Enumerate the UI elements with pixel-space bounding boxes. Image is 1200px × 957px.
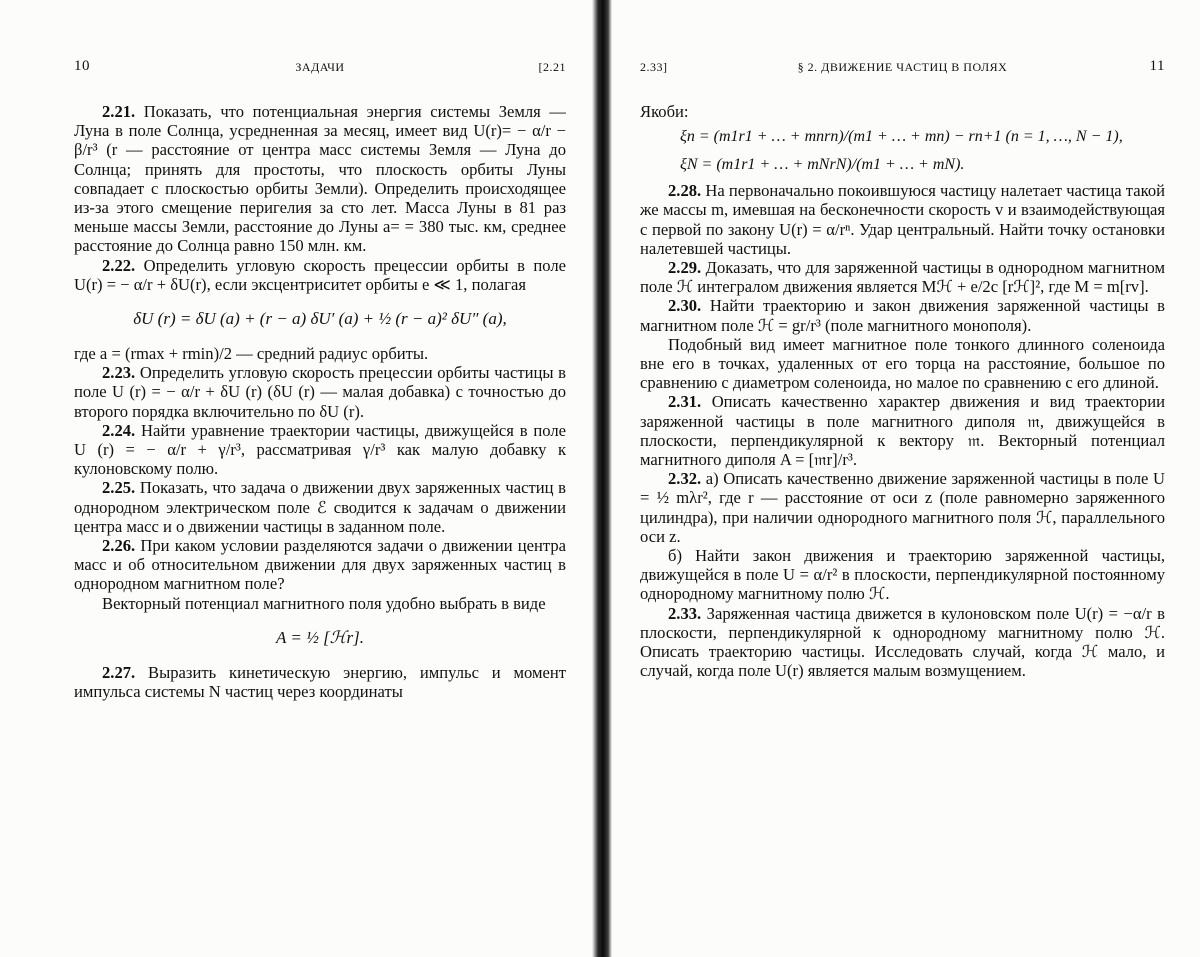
problem-paragraph xyxy=(640,181,1165,258)
right-running-title: § 2. ДВИЖЕНИЕ ЧАСТИЦ В ПОЛЯХ xyxy=(797,60,1008,74)
formula: ξN = (m1r1 + … + mNrN)/(m1 + … + mN). xyxy=(680,156,965,174)
problem-text: На первоначально покоившуюся частицу налетает частица такой же массы m, имевшая на бесконечности скорость v и взаимодействующая с первой по закону U(r) = α/rⁿ. Удар центральный. Найти точку остановки налетевшей частицы. xyxy=(640,181,1165,258)
left-section-ref: [2.21 xyxy=(538,60,566,74)
problem-paragraph xyxy=(640,335,1165,393)
problem-text: Выразить кинетическую энергию, импульс и момент импульса системы N частиц через координаты xyxy=(74,662,566,702)
problem-number: 2.24. xyxy=(102,420,136,440)
problem-paragraph xyxy=(640,296,1165,334)
problem-text: При каком условии разделяются задачи о движении центра масс и об относительном движении для двух заряженных частиц в однородном магнитном поле? xyxy=(74,536,566,594)
problem-number: 2.22. xyxy=(102,255,136,275)
problem-text: Подобный вид имеет магнитное поле тонкого длинного соленоида вне его в точках, удаленных от его торца на расстояние, большое по сравнению с диаметром соленоида, но малое по сравнению с его длиной. xyxy=(640,334,1165,393)
right-running-head xyxy=(640,60,1165,82)
left-page xyxy=(74,0,566,957)
problem-paragraph xyxy=(640,392,1165,469)
problem-number: 2.32. xyxy=(668,469,702,489)
left-running-head xyxy=(74,60,566,82)
problem-paragraph xyxy=(74,102,566,256)
problem-number: 2.27. xyxy=(102,662,136,682)
book-gutter xyxy=(592,0,612,957)
problem-number: 2.31. xyxy=(668,392,702,412)
problem-paragraph xyxy=(74,256,566,294)
problem-text: а) Описать качественно движение заряженной частицы в поле U = ½ mλr², где r — расстояние от оси z (поле равномерно заряженного цилиндра), при наличии однородного магнитного поля ℋ, параллельного оси z. xyxy=(640,469,1165,546)
problem-number: 2.25. xyxy=(102,478,136,498)
problem-number: 2.23. xyxy=(102,363,136,383)
problem-text: Описать качественно характер движения и вид траектории заряженной частицы в поле магнитного диполя 𝔪, движущейся в плоскости, перпендикулярной к вектору 𝔪. Векторный потенциал магнитного диполя A = [𝔪r]/r³. xyxy=(640,392,1165,470)
right-page-number: 11 xyxy=(1149,58,1165,74)
paragraph: где a = (rmax + rmin)/2 — средний радиус орбиты. xyxy=(74,344,429,364)
problem-number: 2.30. xyxy=(668,296,702,316)
problem-number: 2.26. xyxy=(102,536,136,556)
problem-paragraph xyxy=(640,469,1165,546)
problem-text: Показать, что потенциальная энергия системы Земля — Луна в поле Солнца, усредненная за месяц, имеет вид U(r)= − α/r − β/r³ (r — расстояние от центра масс системы Земля — Луна до Солнца; принять для простоты, что плоскость орбиты Луны совпадает с плоскостью орбиты Земли). Определить происходящее из-за этого смещение перигелия за сто лет. Масса Луны в 81 раз меньше массы Земли, расстояние до Луны a= = 380 тыс. км, среднее расстояние до Солнца равно 150 млн. км. xyxy=(74,102,566,256)
problem-paragraph xyxy=(74,421,566,479)
right-page xyxy=(640,0,1165,957)
problem-paragraph xyxy=(640,546,1165,604)
paragraph: Якоби: xyxy=(640,102,689,121)
right-section-ref: 2.33] xyxy=(640,60,668,74)
problem-paragraph xyxy=(640,258,1165,296)
problem-text: Доказать, что для заряженной частицы в однородном магнитном поле ℋ интегралом движения является Mℋ + e/2c [rℋ]², где M = m[rv]. xyxy=(640,258,1165,297)
problem-text: Определить угловую скорость прецессии орбиты в поле U(r) = − α/r + δU(r), если эксцентриситет орбиты e ≪ 1, полагая xyxy=(74,255,566,294)
problem-text: Найти траекторию и закон движения заряженной частицы в магнитном поле ℋ = gr/r³ (поле магнитного монополя). xyxy=(640,296,1165,335)
problem-number: 2.28. xyxy=(668,181,702,201)
problem-text: Векторный потенциал магнитного поля удобно выбрать в виде xyxy=(102,593,546,613)
problem-paragraph xyxy=(74,363,566,421)
problem-number: 2.21. xyxy=(102,102,136,121)
problem-number: 2.29. xyxy=(668,258,702,278)
problem-number: 2.33. xyxy=(668,603,702,623)
problem-paragraph xyxy=(74,663,566,701)
problem-text: Заряженная частица движется в кулоновском поле U(r) = −α/r в плоскости, перпендикулярной к однородному магнитному полю ℋ. Описать траекторию частицы. Исследовать случай, когда ℋ мало, и случай, когда поле U(r) является малым возмущением. xyxy=(640,603,1165,681)
problem-text: Найти уравнение траектории частицы, движущейся в поле U (r) = − α/r + γ/r³, рассматривая γ/r³ как малую добавку к кулоновскому полю. xyxy=(74,420,566,479)
problem-paragraph xyxy=(74,478,566,536)
left-page-number: 10 xyxy=(74,58,90,74)
problem-paragraph xyxy=(74,594,566,613)
formula: δU (r) = δU (a) + (r − a) δU′ (a) + ½ (r − a)² δU″ (a), xyxy=(133,309,507,329)
problem-text: Определить угловую скорость прецессии орбиты частицы в поле U (r) = − α/r + δU (r) (δU (r) — малая добавка) с точностью до второго порядка включительно по δU (r). xyxy=(74,363,566,421)
problem-text: б) Найти закон движения и траекторию заряженной частицы, движущейся в поле U = α/r² в плоскости, перпендикулярной постоянному однородному магнитному полю ℋ. xyxy=(640,546,1165,604)
formula: ξn = (m1r1 + … + mnrn)/(m1 + … + mn) − rn+1 (n = 1, …, N − 1), xyxy=(680,128,1123,146)
problem-paragraph xyxy=(640,604,1165,681)
left-running-title: ЗАДАЧИ xyxy=(295,60,345,74)
right-page-body xyxy=(640,102,1165,680)
left-page-body xyxy=(74,102,566,701)
problem-paragraph xyxy=(74,536,566,594)
formula: A = ½ [ℋr]. xyxy=(276,627,364,647)
problem-text: Показать, что задача о движении двух заряженных частиц в однородном электрическом поле ℰ сводится к задачам о движении центра масс и о движении частицы в заданном поле. xyxy=(74,478,566,536)
